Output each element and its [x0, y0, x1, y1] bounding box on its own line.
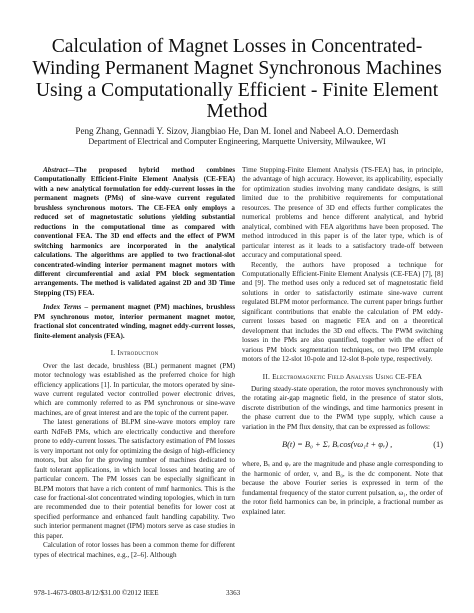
affiliation: Department of Electrical and Computer Engineering, Marquette University, Milwaukee, WI — [88, 137, 386, 146]
left-column — [34, 166, 235, 560]
index-terms-lead: Index Terms — [43, 303, 82, 312]
equation-1 — [242, 437, 443, 455]
intro-paragraph-3: Calculation of rotor losses has been a common theme for different types of electrical machines, e.g., [2–6]. Although — [34, 541, 235, 559]
intro-paragraph-5: Recently, the authors have proposed a technique for Computationally Efficient-Finite Element Analysis (CE-FEA) [7], [8] and [9]. The method uses only a reduced set of magnetostatic field solutions in order to satisfactorily estimate sine-wave current regulated BLPM motor performance. The current paper brings further significant contributions that enable the calculation of PM eddy-current losses based on magnetic FEA and on a theoretical development that includes the 3D end effects. The PWM switching losses in the PMs are also quantified, together with the effect of various PM block segmentation techniques, on two IPM example motors of the 12-slot 10-pole and 12-slot 8-pole type, respectively. — [242, 260, 443, 364]
page-number: 3363 — [226, 589, 241, 597]
abstract-lead: Abstract — [43, 166, 68, 174]
section-heading-introduction: I. Introduction — [110, 348, 159, 358]
equation-number: (1) — [433, 440, 443, 450]
right-column — [242, 166, 443, 517]
field-paragraph-2: where, Bᵥ and φᵥ are the magnitude and phase angle corresponding to the harmonic of order, ν, and B₀, is the dc component. Note that because the above Fourier series is expressed in term of the fundamental frequency of the stator current pulsation, ω₁, the order of the rotor field harmonics can be, in principle, a fractional number as explained later. — [242, 460, 443, 516]
abstract — [34, 166, 235, 298]
intro-paragraph-4: Time Stepping-Finite Element Analysis (TS-FEA) has, in principle, the advantage of high accuracy. However, its applicability, especially for optimization studies involving many candidate designs, is still limited due to the prohibitive requirements for computational resources. The presence of 3D end effects further complicates the numerical problems and hence different analytical, and hybrid analytical, combined with FEA algorithms have been proposed. The method introduced in this paper is of the later type, which is of particular interest as it leads to a satisfactory trade-off between accuracy and computational speed. — [242, 166, 443, 260]
paper-title: Calculation of Magnet Losses in Concentrated-Winding Permanent Magnet Synchronous Machines Using a Computationally Efficient - Finite Element Method — [32, 36, 442, 123]
section-heading-field-analysis: II. Electromagnetic Field Analysis Using CE-FEA — [262, 371, 423, 381]
index-terms-text: – permanent magnet (PM) machines, brushless PM synchronous motor, interior permanent magnet motor, fractional slot concentrated winding, magnet eddy-current losses, finite-element analysis (FEA). — [34, 303, 235, 340]
intro-paragraph-2: The latest generations of BLPM sine-wave motors employ rare earth NdFeB PMs, which are electrically conductive and therefore prone to eddy-current losses. The satisfactory estimation of PM losses is very important not only for optimizing the design of high-efficiency motors, but also for the growing number of machines dedicated to fault tolerant applications, in which local losses and heating are of particular concern. The PM losses can be especially significant in BLPM motors that have a rich content of mmf harmonics. This is the case for fractional-slot concentrated winding topologies, which in turn are recommended due to their potential benefits for lower cost at specified performance and enhanced fault handling capability. Two such interior permanent magnet (IPM) motors serve as case studies in this paper. — [34, 418, 235, 540]
author-list: Peng Zhang, Gennadi Y. Sizov, Jiangbiao He, Dan M. Ionel and Nabeel A.O. Demerdash — [75, 126, 399, 136]
copyright-footer: 978-1-4673-0803-8/12/$31.00 ©2012 IEEE — [34, 589, 159, 597]
equation-body: B(t) = B₀ + Σᵥ Bᵥcos(νω₁t + φᵥ) , — [282, 440, 393, 450]
field-paragraph-1: During steady-state operation, the rotor moves synchronously with the rotating air-gap magnetic field, in the presence of stator slots, discrete distribution of the windings, and time harmonics present in the phase current due to the PWM type supply, which cause a variation in the PM flux density, that can be expressed as follows: — [242, 384, 443, 431]
index-terms — [34, 303, 235, 341]
abstract-text: —The proposed hybrid method combines Computationally Efficient-Finite Element Analysis (CE-FEA) with a new analytical formulation for eddy-current losses in the permanent magnets (PMs) of sine-wave current regulated brushless synchronous motors. The CE-FEA only employs a reduced set of magnetostatic solutions yielding substantial reductions in the computational time as compared with conventional FEA. The 3D end effects and the effect of PWM switching harmonics are incorporated in the analytical calculations. The algorithms are applied to two fractional-slot concentrated-winding interior permanent magnet motors with different circumferential and axial PM block segmentation arrangements. The method is validated against 2D and 3D Time Stepping (TS) FEA. — [34, 166, 235, 297]
intro-paragraph-1: Over the last decade, brushless (BL) permanent magnet (PM) motor technology was established as the preferred choice for high efficiency applications [1]. In particular, the motors operated by sine-wave current regulated vector controlled power electronic drives, which are commonly referred to as PM synchronous or sine-wave machines, are of great interest and are the topic of the current paper. — [34, 361, 235, 417]
